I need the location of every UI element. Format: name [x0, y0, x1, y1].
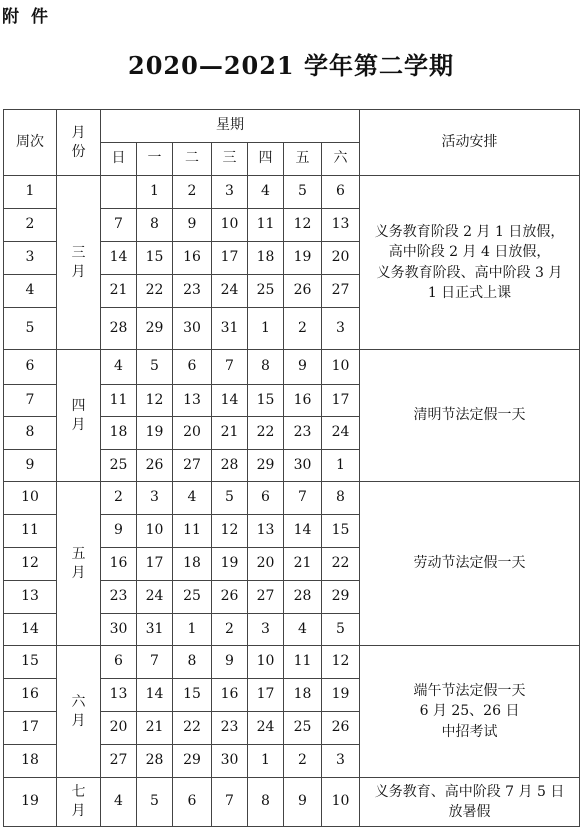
- week-row: [4, 778, 580, 827]
- day-cell: 18: [284, 679, 322, 712]
- day-cell: 18: [101, 417, 137, 450]
- week-number: 12: [4, 548, 57, 581]
- day-cell: 3: [212, 176, 248, 209]
- day-header-wed: 三: [212, 143, 248, 176]
- day-cell: 1: [248, 308, 284, 350]
- week-number: 5: [4, 308, 57, 350]
- day-cell: 12: [137, 385, 173, 417]
- activity-line: 6 月 25、26 日: [419, 703, 520, 720]
- day-cell: 6: [173, 350, 212, 385]
- week-number: 19: [4, 778, 57, 827]
- day-cell: 9: [212, 646, 248, 679]
- day-cell: 25: [101, 450, 137, 482]
- week-number: 8: [4, 417, 57, 450]
- day-cell: 26: [284, 275, 322, 308]
- week-row: [4, 350, 580, 385]
- week-number: 3: [4, 242, 57, 275]
- day-cell: 22: [173, 712, 212, 745]
- day-cell: 20: [101, 712, 137, 745]
- activity-cell: [360, 482, 580, 646]
- day-cell: 16: [284, 385, 322, 417]
- month-label: [57, 176, 101, 350]
- day-cell: 23: [101, 581, 137, 614]
- day-cell: 27: [322, 275, 360, 308]
- week-number: 4: [4, 275, 57, 308]
- day-cell: 21: [212, 417, 248, 450]
- week-number: 14: [4, 614, 57, 646]
- day-cell: 22: [248, 417, 284, 450]
- day-cell: 1: [137, 176, 173, 209]
- day-cell: 10: [322, 778, 360, 827]
- day-cell: 29: [173, 745, 212, 778]
- day-cell: 30: [284, 450, 322, 482]
- day-cell: 12: [284, 209, 322, 242]
- day-cell: 6: [248, 482, 284, 515]
- activity-line: 义务教育阶段、高中阶段 3 月: [376, 264, 563, 281]
- day-header-tue: 二: [173, 143, 212, 176]
- month-header: [57, 110, 101, 176]
- day-cell: 10: [212, 209, 248, 242]
- day-cell: 30: [212, 745, 248, 778]
- day-cell: 7: [212, 778, 248, 827]
- day-cell: 16: [212, 679, 248, 712]
- day-cell: 31: [137, 614, 173, 646]
- day-cell: 1: [322, 450, 360, 482]
- week-number: 9: [4, 450, 57, 482]
- month-label: [57, 778, 101, 827]
- day-cell: [101, 176, 137, 209]
- day-cell: 7: [101, 209, 137, 242]
- day-cell: 2: [101, 482, 137, 515]
- month-header-line: 份: [71, 143, 86, 160]
- day-cell: 3: [322, 308, 360, 350]
- day-cell: 5: [137, 350, 173, 385]
- day-cell: 4: [248, 176, 284, 209]
- day-cell: 9: [101, 515, 137, 548]
- day-cell: 19: [322, 679, 360, 712]
- day-cell: 13: [173, 385, 212, 417]
- week-number: 11: [4, 515, 57, 548]
- day-cell: 2: [284, 308, 322, 350]
- day-cell: 23: [212, 712, 248, 745]
- day-cell: 6: [101, 646, 137, 679]
- month-label-char: 五: [71, 545, 86, 562]
- activity-cell: [360, 350, 580, 482]
- month-label-char: 六: [71, 693, 86, 710]
- week-number: 13: [4, 581, 57, 614]
- day-cell: 15: [137, 242, 173, 275]
- day-cell: 3: [137, 482, 173, 515]
- month-label-char: 七: [71, 784, 86, 801]
- day-cell: 8: [248, 778, 284, 827]
- day-cell: 28: [212, 450, 248, 482]
- day-cell: 24: [212, 275, 248, 308]
- day-cell: 14: [284, 515, 322, 548]
- week-row: [4, 482, 580, 515]
- week-row: [4, 646, 580, 679]
- activity-line: 清明节法定假一天: [413, 407, 526, 424]
- day-cell: 28: [137, 745, 173, 778]
- day-cell: 28: [101, 308, 137, 350]
- day-cell: 1: [248, 745, 284, 778]
- day-header-sat: 六: [322, 143, 360, 176]
- day-header-fri: 五: [284, 143, 322, 176]
- day-header-sun: 日: [101, 143, 137, 176]
- day-cell: 5: [212, 482, 248, 515]
- month-label: [57, 482, 101, 646]
- day-cell: 27: [173, 450, 212, 482]
- day-cell: 30: [101, 614, 137, 646]
- day-cell: 8: [322, 482, 360, 515]
- day-cell: 26: [322, 712, 360, 745]
- day-cell: 19: [212, 548, 248, 581]
- day-cell: 12: [212, 515, 248, 548]
- day-cell: 15: [322, 515, 360, 548]
- day-cell: 5: [322, 614, 360, 646]
- month-label: [57, 350, 101, 482]
- month-label: [57, 646, 101, 778]
- day-cell: 26: [212, 581, 248, 614]
- day-cell: 6: [173, 778, 212, 827]
- day-cell: 7: [212, 350, 248, 385]
- day-cell: 2: [212, 614, 248, 646]
- day-cell: 17: [137, 548, 173, 581]
- day-cell: 10: [248, 646, 284, 679]
- day-cell: 3: [322, 745, 360, 778]
- day-cell: 12: [322, 646, 360, 679]
- day-cell: 10: [137, 515, 173, 548]
- activity-line: 义务教育阶段 2 月 1 日放假，: [374, 223, 565, 240]
- activity-cell: [360, 778, 580, 827]
- activities-header: 活动安排: [360, 110, 580, 176]
- day-cell: 2: [173, 176, 212, 209]
- week-row: [4, 176, 580, 209]
- activity-line: 中招考试: [441, 723, 498, 740]
- day-cell: 22: [137, 275, 173, 308]
- day-cell: 15: [248, 385, 284, 417]
- day-cell: 9: [284, 778, 322, 827]
- month-label-char: 三: [71, 244, 86, 261]
- day-cell: 14: [137, 679, 173, 712]
- day-cell: 13: [248, 515, 284, 548]
- week-header: 周次: [4, 110, 57, 176]
- day-cell: 20: [248, 548, 284, 581]
- day-cell: 6: [322, 176, 360, 209]
- month-label-char: 月: [71, 416, 86, 433]
- day-cell: 24: [137, 581, 173, 614]
- day-cell: 27: [248, 581, 284, 614]
- month-label-char: 月: [71, 712, 86, 729]
- day-cell: 11: [248, 209, 284, 242]
- day-cell: 17: [212, 242, 248, 275]
- day-cell: 17: [248, 679, 284, 712]
- day-cell: 10: [322, 350, 360, 385]
- week-number: 10: [4, 482, 57, 515]
- month-label-char: 月: [71, 564, 86, 581]
- page-title: 2020—2021 学年第二学期: [128, 51, 454, 80]
- day-cell: 1: [173, 614, 212, 646]
- day-cell: 7: [137, 646, 173, 679]
- day-cell: 25: [173, 581, 212, 614]
- day-cell: 16: [101, 548, 137, 581]
- day-cell: 5: [137, 778, 173, 827]
- day-cell: 11: [284, 646, 322, 679]
- day-cell: 27: [101, 745, 137, 778]
- day-cell: 4: [101, 350, 137, 385]
- school-calendar-table: [3, 109, 580, 827]
- day-cell: 11: [173, 515, 212, 548]
- day-cell: 20: [322, 242, 360, 275]
- week-number: 15: [4, 646, 57, 679]
- day-cell: 8: [173, 646, 212, 679]
- day-cell: 8: [137, 209, 173, 242]
- day-cell: 5: [284, 176, 322, 209]
- day-cell: 29: [322, 581, 360, 614]
- day-cell: 21: [137, 712, 173, 745]
- month-label-char: 月: [71, 263, 86, 280]
- month-label-char: 月: [71, 803, 86, 819]
- day-header-mon: 一: [137, 143, 173, 176]
- day-cell: 15: [173, 679, 212, 712]
- activity-cell: [360, 176, 580, 350]
- day-cell: 16: [173, 242, 212, 275]
- day-cell: 18: [173, 548, 212, 581]
- day-cell: 21: [284, 548, 322, 581]
- day-cell: 13: [322, 209, 360, 242]
- day-cell: 14: [101, 242, 137, 275]
- week-number: 1: [4, 176, 57, 209]
- month-label-char: 四: [71, 397, 86, 414]
- day-cell: 11: [101, 385, 137, 417]
- weekday-group-header: 星期: [101, 110, 360, 143]
- day-cell: 3: [248, 614, 284, 646]
- day-cell: 30: [173, 308, 212, 350]
- day-cell: 4: [173, 482, 212, 515]
- day-cell: 17: [322, 385, 360, 417]
- activity-line: 义务教育、高中阶段 7 月 5 日: [374, 783, 565, 800]
- day-cell: 7: [284, 482, 322, 515]
- day-cell: 18: [248, 242, 284, 275]
- week-number: 6: [4, 350, 57, 385]
- day-cell: 24: [248, 712, 284, 745]
- header-row: [4, 110, 580, 143]
- activity-line: 1 日正式上课: [427, 284, 512, 301]
- activity-line: 放暑假: [448, 804, 491, 820]
- day-cell: 29: [248, 450, 284, 482]
- activity-line: 劳动节法定假一天: [413, 555, 526, 572]
- day-header-thu: 四: [248, 143, 284, 176]
- day-cell: 25: [248, 275, 284, 308]
- day-cell: 22: [322, 548, 360, 581]
- day-cell: 20: [173, 417, 212, 450]
- week-number: 2: [4, 209, 57, 242]
- attachment-label: 附件: [2, 7, 60, 27]
- day-cell: 13: [101, 679, 137, 712]
- activity-cell: [360, 646, 580, 778]
- day-cell: 28: [284, 581, 322, 614]
- week-number: 17: [4, 712, 57, 745]
- day-cell: 4: [101, 778, 137, 827]
- day-cell: 23: [284, 417, 322, 450]
- day-cell: 9: [284, 350, 322, 385]
- day-cell: 24: [322, 417, 360, 450]
- day-cell: 31: [212, 308, 248, 350]
- day-cell: 23: [173, 275, 212, 308]
- day-cell: 4: [284, 614, 322, 646]
- day-cell: 14: [212, 385, 248, 417]
- day-cell: 19: [137, 417, 173, 450]
- week-number: 7: [4, 385, 57, 417]
- day-cell: 19: [284, 242, 322, 275]
- day-cell: 26: [137, 450, 173, 482]
- day-cell: 2: [284, 745, 322, 778]
- activity-line: 端午节法定假一天: [413, 683, 526, 700]
- week-number: 16: [4, 679, 57, 712]
- month-header-line: 月: [71, 124, 86, 141]
- day-cell: 21: [101, 275, 137, 308]
- day-cell: 29: [137, 308, 173, 350]
- day-cell: 9: [173, 209, 212, 242]
- week-number: 18: [4, 745, 57, 778]
- day-cell: 25: [284, 712, 322, 745]
- day-cell: 8: [248, 350, 284, 385]
- activity-line: 高中阶段 2 月 4 日放假，: [388, 244, 551, 261]
